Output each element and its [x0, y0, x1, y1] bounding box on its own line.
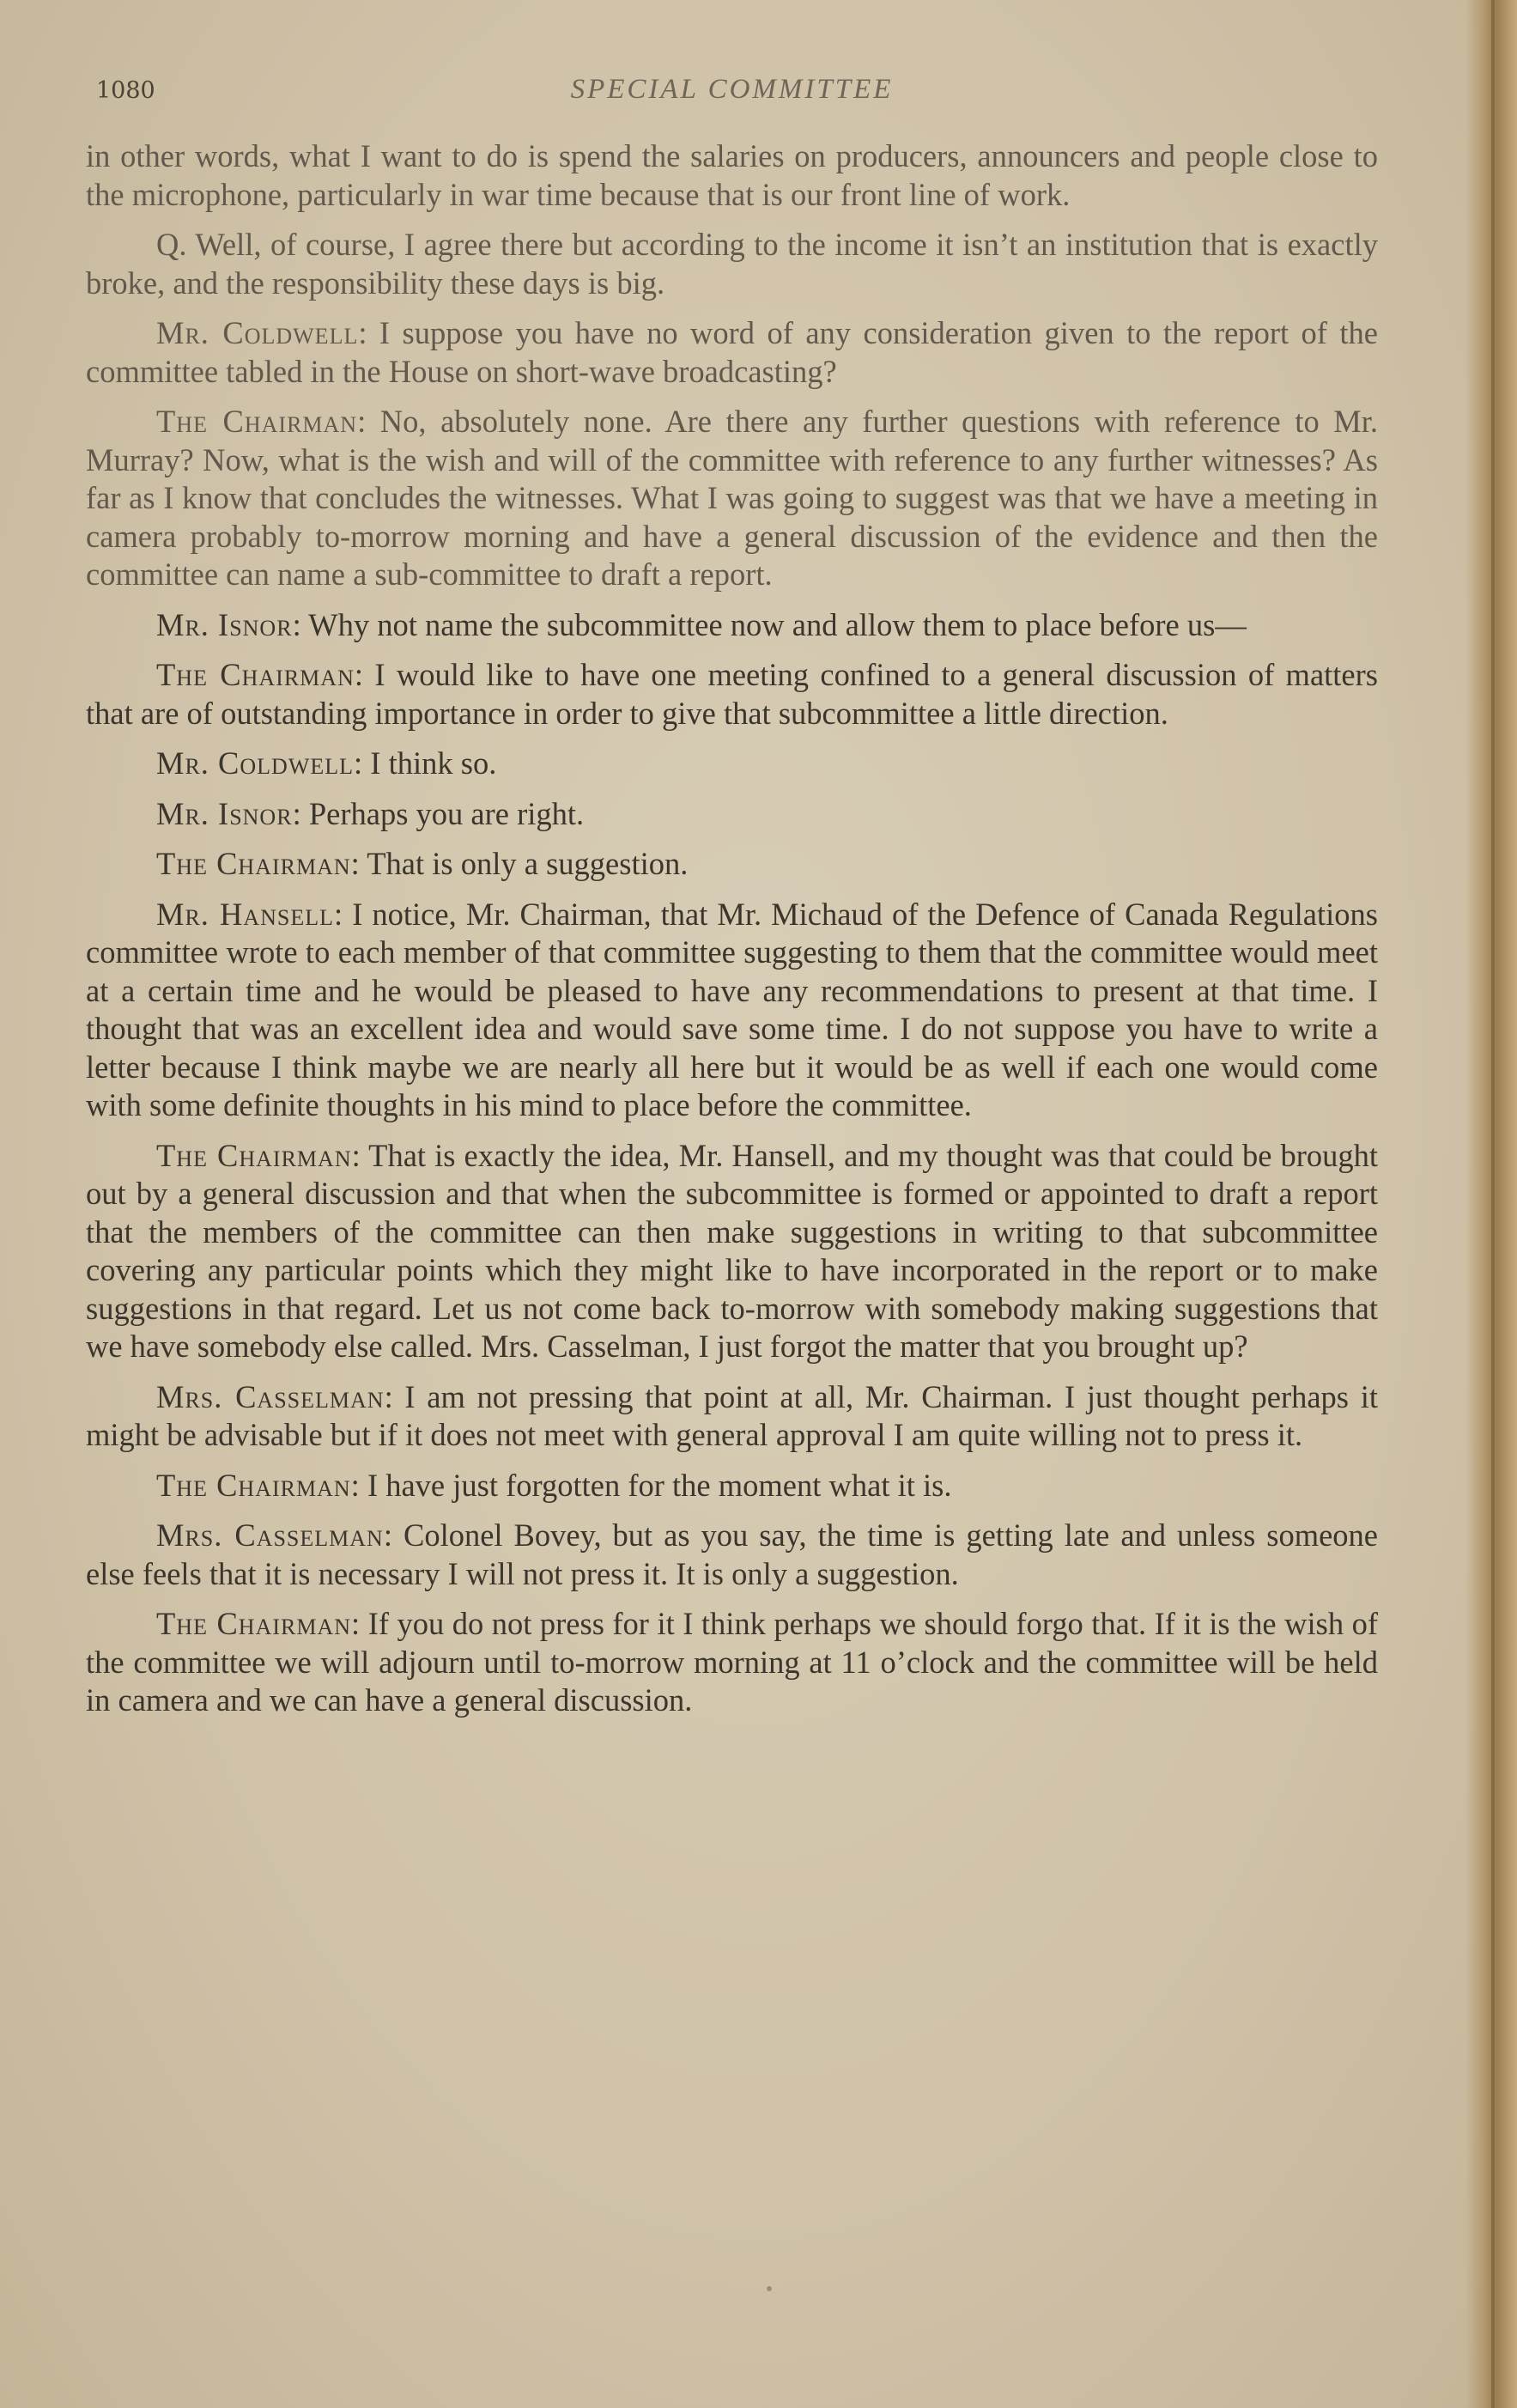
paragraph-text: I think so.	[370, 745, 497, 781]
paragraph-text: I suppose you have no word of any consideration given to the report of the committee tabled in the House on short-wave broadcasting?	[86, 315, 1378, 389]
speaker-name: Mr. Hansell	[156, 896, 334, 932]
paragraph: Mrs. Casselman: I am not pressing that point at all, Mr. Chairman. I just thought perhaps it might be advisable but if it does not meet with general approval I am quite willing not to press it.	[86, 1378, 1378, 1452]
running-head: SPECIAL COMMITTEE	[570, 74, 894, 105]
speaker-name: The Chairman	[156, 1606, 352, 1641]
paragraph	[86, 226, 1378, 302]
paragraph-text: in other words, what I want to do is spend the salaries on producers, announcers and people close to the microphone, particularly in war time because that is our front line of work.	[86, 138, 1378, 212]
paragraph: The Chairman: I would like to have one meeting confined to a general discussion of matters that are of outstanding importance in order to give that subcommittee a little direction.	[86, 657, 1378, 731]
paragraph-text: Why not name the subcommittee now and allow them to place before us—	[308, 606, 1247, 642]
paragraph-text: No, absolutely none. Are there any further questions with reference to Mr. Murray? Now, what is the wish and will of the committee with reference to any further witnesses? As far as I know that concludes the witnesses. What I was going to suggest was that we have a meeting in camera probably to-morrow morning and have a general discussion of the evidence and then the committee can name a sub-committee to draft a report.	[86, 404, 1378, 592]
page-header	[86, 70, 1378, 113]
paragraph-text: Colonel Bovey, but as you say, the time is getting late and unless someone else feels that it is necessary I will not press it. It is only a suggestion.	[86, 1517, 1378, 1591]
paragraph: The Chairman: That is exactly the idea, Mr. Hansell, and my thought was that could be brought out by a general discussion and that when the subcommittee is formed or appointed to draft a report that the members of the committee can then make suggestions in writing to that subcommittee covering any particular points which they might like to have incorporated in the report or to make suggestions in that regard. Let us not come back to-morrow with somebody making suggestions that we have somebody else called. Mrs. Casselman, I just forgot the matter that you brought up?	[86, 1137, 1379, 1364]
speaker-name: Mrs. Casselman	[156, 1517, 384, 1553]
speaker-name: The Chairman	[156, 1137, 352, 1173]
paragraph-text: Perhaps you are right.	[308, 795, 585, 831]
speaker-name: The Chairman	[156, 846, 351, 881]
paragraph-text: That is exactly the idea, Mr. Hansell, and my thought was that could be brought out by a general discussion and that when the subcommittee is formed or appointed to draft a report that the members of the committee can then make suggestions in writing to that subcommittee covering any particular points which they might like to have incorporated in the report or to make suggestions in that regard. Let us not come back to-morrow with somebody making suggestions that we have somebody else called. Mrs. Casselman, I just forgot the matter that you brought up?	[86, 1137, 1379, 1364]
paragraph: Mr. Hansell: I notice, Mr. Chairman, that Mr. Michaud of the Defence of Canada Regulations committee wrote to each member of that committee suggesting to them that the committee would meet at a certain time and he would be pleased to have any recommendations to present at that time. I thought that was an excellent idea and would save some time. I do not suppose you have to write a letter because I think maybe we are nearly all here but it would be as well if each one would come with some definite thoughts in his mind to place before the committee.	[86, 896, 1378, 1122]
speaker-name: Mr. Coldwell	[156, 315, 359, 350]
speaker-name: Mr. Isnor	[156, 795, 293, 831]
paragraph-text: I notice, Mr. Chairman, that Mr. Michaud of the Defence of Canada Regulations committee wrote to each member of that committee suggesting to them that the committee would meet at a certain time and he would be pleased to have any recommendations to present at that time. I thought that was an excellent idea and would save some time. I do not suppose you have to write a letter because I think maybe we are nearly all here but it would be as well if each one would come with some definite thoughts in his mind to place before the committee.	[86, 896, 1378, 1122]
paragraph-text: If you do not press for it I think perhaps we should forgo that. If it is the wish of the committee we will adjourn until to-morrow morning at 11 o’clock and the committee will be held in camera and we can have a general discussion.	[86, 1606, 1378, 1718]
paragraph-text: I am not pressing that point at all, Mr. Chairman. I just thought perhaps it might be advisable but if it does not meet with general approval I am quite willing not to press it.	[86, 1378, 1378, 1452]
speaker-name: The Chairman	[156, 404, 358, 439]
page-number: 1080	[96, 77, 155, 104]
paragraph-text: I would like to have one meeting confined to a general discussion of matters that are of outstanding importance in order to give that subcommittee a little direction.	[86, 657, 1378, 731]
paragraph: Mr. Coldwell: I suppose you have no word of any consideration given to the report of the committee tabled in the House on short-wave broadcasting?	[86, 315, 1378, 389]
speaker-name: The Chairman	[156, 1467, 351, 1503]
paragraph-text: That is only a suggestion.	[367, 846, 689, 881]
paragraph: Mr. Coldwell: I think so.	[156, 745, 497, 781]
paragraph: The Chairman: No, absolutely none. Are there any further questions with reference to Mr. Murray? Now, what is the wish and will of the committee with reference to any further witnesses? As far as I know that concludes the witnesses. What I was going to suggest was that we have a meeting in camera probably to-morrow morning and have a general discussion of the evidence and then the committee can name a sub-committee to draft a report.	[86, 404, 1378, 592]
paragraph	[86, 137, 1378, 214]
speaker-name: Mrs. Casselman	[156, 1378, 385, 1414]
paragraph: Mr. Isnor: Perhaps you are right.	[156, 795, 585, 831]
paragraph: The Chairman: If you do not press for it I think perhaps we should forgo that. If it is the wish of the committee we will adjourn until to-morrow morning at 11 o’clock and the committee will be held in camera and we can have a general discussion.	[86, 1606, 1378, 1718]
paragraph: The Chairman: I have just forgotten for the moment what it is.	[156, 1467, 952, 1503]
speaker-name: Mr. Coldwell	[156, 745, 355, 781]
transcript-body	[86, 137, 1378, 1732]
speaker-name: Mr. Isnor	[156, 606, 293, 642]
paragraph: Mr. Isnor: Why not name the subcommittee now and allow them to place before us—	[156, 606, 1247, 642]
paper-speck	[767, 2286, 772, 2291]
speaker-name: The Chairman	[156, 657, 355, 692]
paragraph-text: Q. Well, of course, I agree there but according to the income it isn’t an institution that is exactly broke, and the responsibility these days is big.	[86, 227, 1378, 301]
paragraph-text: I have just forgotten for the moment what it is.	[367, 1467, 952, 1503]
paragraph: The Chairman: That is only a suggestion.	[156, 846, 689, 881]
paragraph: Mrs. Casselman: Colonel Bovey, but as you say, the time is getting late and unless someone else feels that it is necessary I will not press it. It is only a suggestion.	[86, 1517, 1378, 1591]
binding-edge	[1491, 0, 1495, 2408]
